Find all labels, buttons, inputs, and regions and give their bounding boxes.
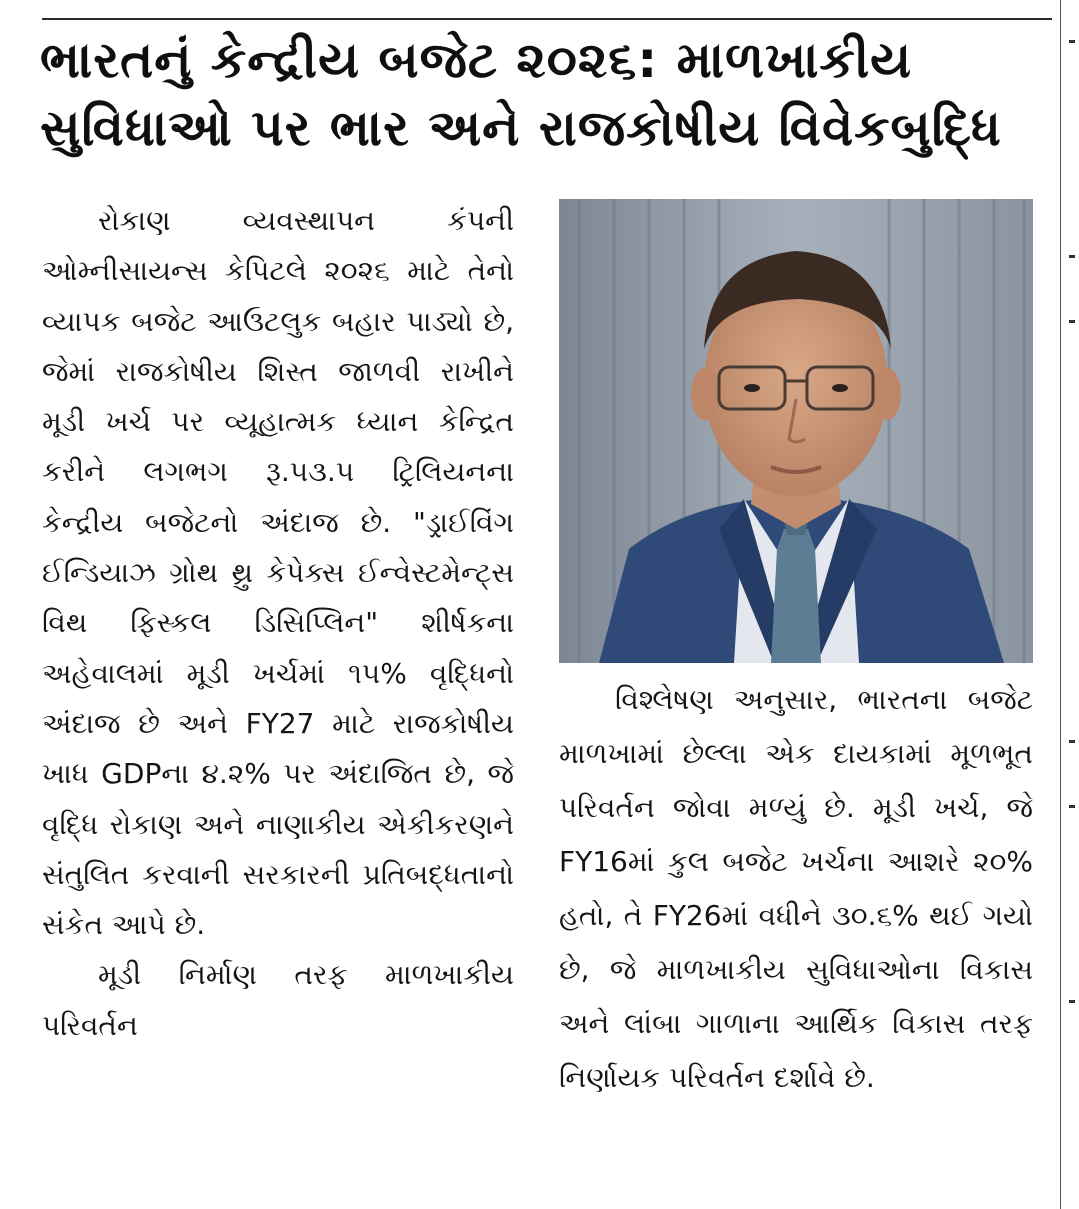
headline-line-2: સુવિધાઓ પર ભાર અને રાજકોષીય વિવેકબુદ્ધિ <box>40 99 1002 157</box>
headline <box>40 26 1040 162</box>
article-column-right <box>559 673 1033 1105</box>
article-subheading: મૂડી નિર્માણ તરફ માળખાકીય પરિવર્તન <box>42 958 514 1042</box>
adjacent-column-fragment <box>1066 0 1079 1209</box>
article-paragraph-3: વિશ્લેષણ અનુસાર, ભારતના બજેટ માળખામાં છેલ્લા એક દાયકામાં મૂળભૂત પરિવર્તન જોવા મળ્યું છે. મૂડી ખર્ચ, જે FY16માં કુલ બજેટ ખર્ચના આશરે ૨૦% હતો, તે FY26માં વધીને ૩૦.૬% થઈ ગયો છે, જે માળખાકીય સુવિધાઓના વિકાસ અને લાંબા ગાળાના આર્થિક વિકાસ તરફ નિર્ણાયક પરિવર્તન દર્શાવે છે. <box>559 683 1033 1094</box>
article-column-left <box>42 196 514 1051</box>
top-rule <box>42 18 1052 20</box>
headline-line-1: ભારતનું કેન્દ્રીય બજેટ ૨૦૨૬: માળખાકીય <box>40 31 913 89</box>
person-photo <box>559 199 1033 663</box>
article-paragraph-1: રોકાણ વ્યવસ્થાપન કંપની ઓમ્નીસાયન્સ કેપિટલે ૨૦૨૬ માટે તેનો વ્યાપક બજેટ આઉટલુક બહાર પાડ્યો છે, જેમાં રાજકોષીય શિસ્ત જાળવી રાખીને મૂડી ખર્ચ પર વ્યૂહાત્મક ધ્યાન કેન્દ્રિત કરીને લગભગ રૂ.૫૩.૫ ટ્રિલિયનના કેન્દ્રીય બજેટનો અંદાજ છે. "ડ્રાઈવિંગ ઈન્ડિયાઝ ગ્રોથ થ્રુ કેપેક્સ ઈન્વેસ્ટમેન્ટ્સ વિથ ફિસ્કલ ડિસિપ્લિન" શીર્ષકના અહેવાલમાં મૂડી ખર્ચમાં ૧૫% વૃદ્ધિનો અંદાજ છે અને FY27 માટે રાજકોષીય ખાધ GDPના ૪.૨% પર અંદાજિત છે, જે વૃદ્ધિ રોકાણ અને નાણાકીય એકીકરણને સંતુલિત કરવાની સરકારની પ્રતિબદ્ધતાનો સંકેત આપે છે. <box>42 204 514 942</box>
column-edge-rule <box>1060 0 1061 1209</box>
